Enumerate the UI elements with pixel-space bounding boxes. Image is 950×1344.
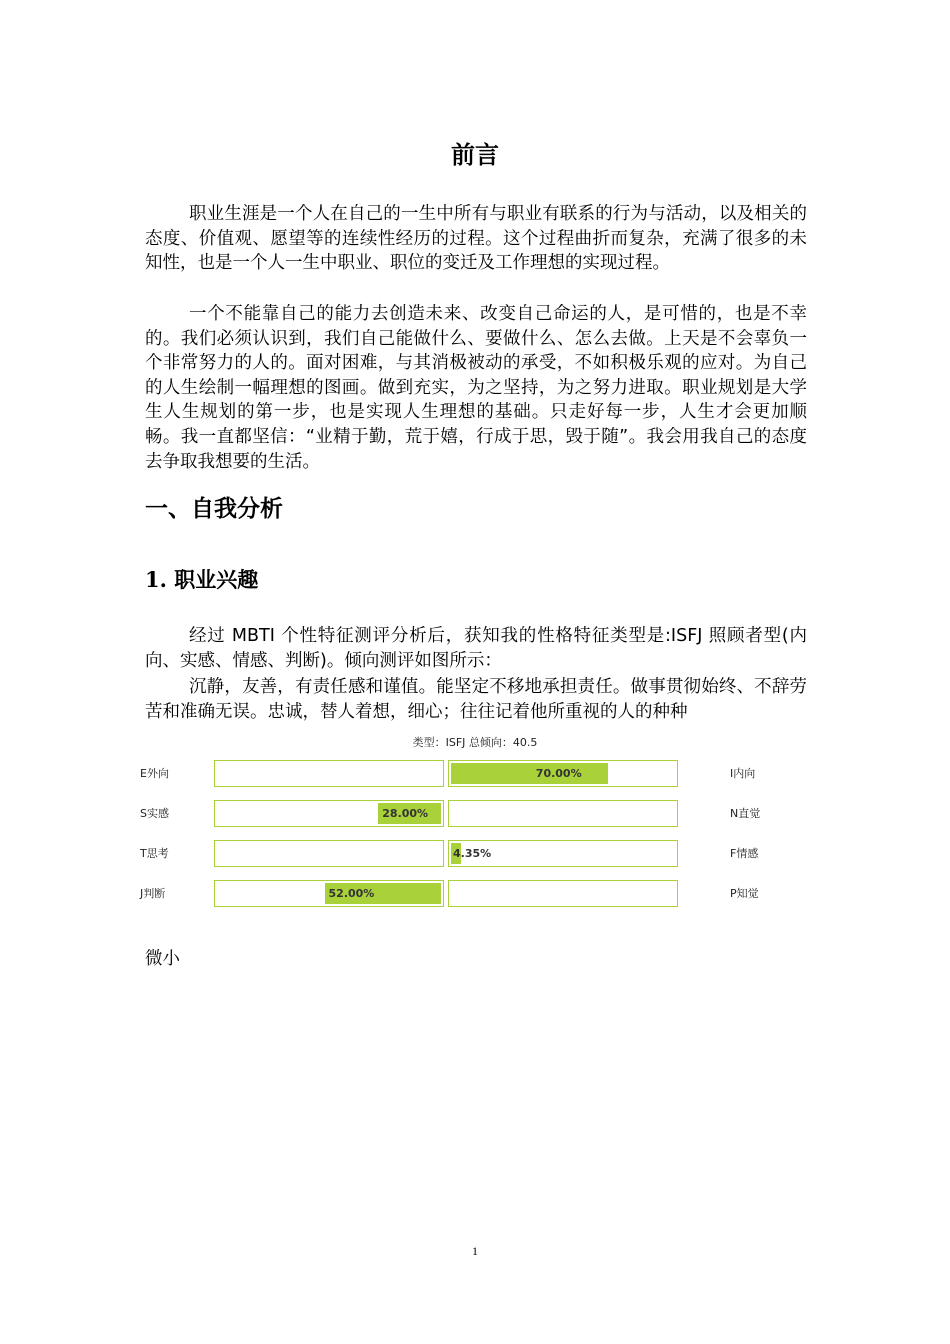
row-left-label: J判断 [140, 887, 166, 900]
chart-title: 类型：ISFJ 总倾向：40.5 [412, 736, 538, 749]
bar-value-label: 4.35% [453, 847, 492, 860]
row-right-label: N直觉 [730, 807, 761, 820]
row-right-label: F情感 [730, 847, 759, 860]
bar-right-box [448, 760, 678, 787]
body-paragraph-1: 经过 MBTI 个性特征测评分析后，获知我的性格特征类型是:ISFJ 照顾者型(内向、实感、情感、判断)。倾向测评如图所示： [145, 626, 807, 671]
bar-value-label: 28.00% [382, 807, 429, 820]
preface-paragraph-1: 职业生涯是一个人在自己的一生中所有与职业有联系的行为与活动，以及相关的态度、价值观、愿望等的连续性经历的过程。这个过程曲折而复杂，充满了很多的未知性，也是一个人一生中职业、职位的变迁及工作理想的实现过程。 [145, 204, 807, 274]
row-right-label: P知觉 [730, 887, 759, 900]
bar-left-box [214, 800, 444, 827]
page-title: 前言 [451, 141, 499, 169]
mbti-chart [140, 760, 780, 920]
section-heading: 一、自我分析 [145, 496, 283, 522]
row-left-label: S实感 [140, 807, 169, 820]
row-left-label: T思考 [140, 847, 169, 860]
preface-paragraph-2: 一个不能靠自己的能力去创造未来、改变自己命运的人，是可惜的，也是不幸的。我们必须认识到，我们自己能做什么、要做什么、怎么去做。上天是不会辜负一个非常努力的人的。面对困难，与其消极被动的承受，不如积极乐观的应对。为自己的人生绘制一幅理想的图画。做到充实，为之坚持，为之努力进取。职业规划是大学生人生规划的第一步，也是实现人生理想的基础。只走好每一步，人生才会更加顺畅。我一直都坚信：“业精于勤，荒于嬉，行成于思，毁于随”。我会用我自己的态度去争取我想要的生活。 [145, 304, 807, 472]
bar-right-box [448, 840, 678, 867]
row-left-label: E外向 [140, 767, 169, 780]
bar-fill [451, 763, 608, 784]
page-number: 1 [472, 1244, 478, 1258]
bar-right-box [448, 800, 678, 827]
bar-value-label: 52.00% [328, 887, 375, 900]
trailing-text: 微小 [145, 949, 180, 969]
bar-value-label: 70.00% [535, 767, 582, 780]
bar-left-box [214, 760, 444, 787]
body-paragraph-2: 沉静，友善，有责任感和谨值。能坚定不移地承担责任。做事贯彻始终、不辞劳苦和准确无误。忠诚，替人着想，细心；往往记着他所重视的人的种种 [145, 677, 807, 722]
bar-left-box [214, 880, 444, 907]
row-right-label: I内向 [730, 767, 756, 780]
bar-left-box [214, 840, 444, 867]
subsection-heading: 1. 职业兴趣 [145, 567, 259, 592]
bar-right-box [448, 880, 678, 907]
